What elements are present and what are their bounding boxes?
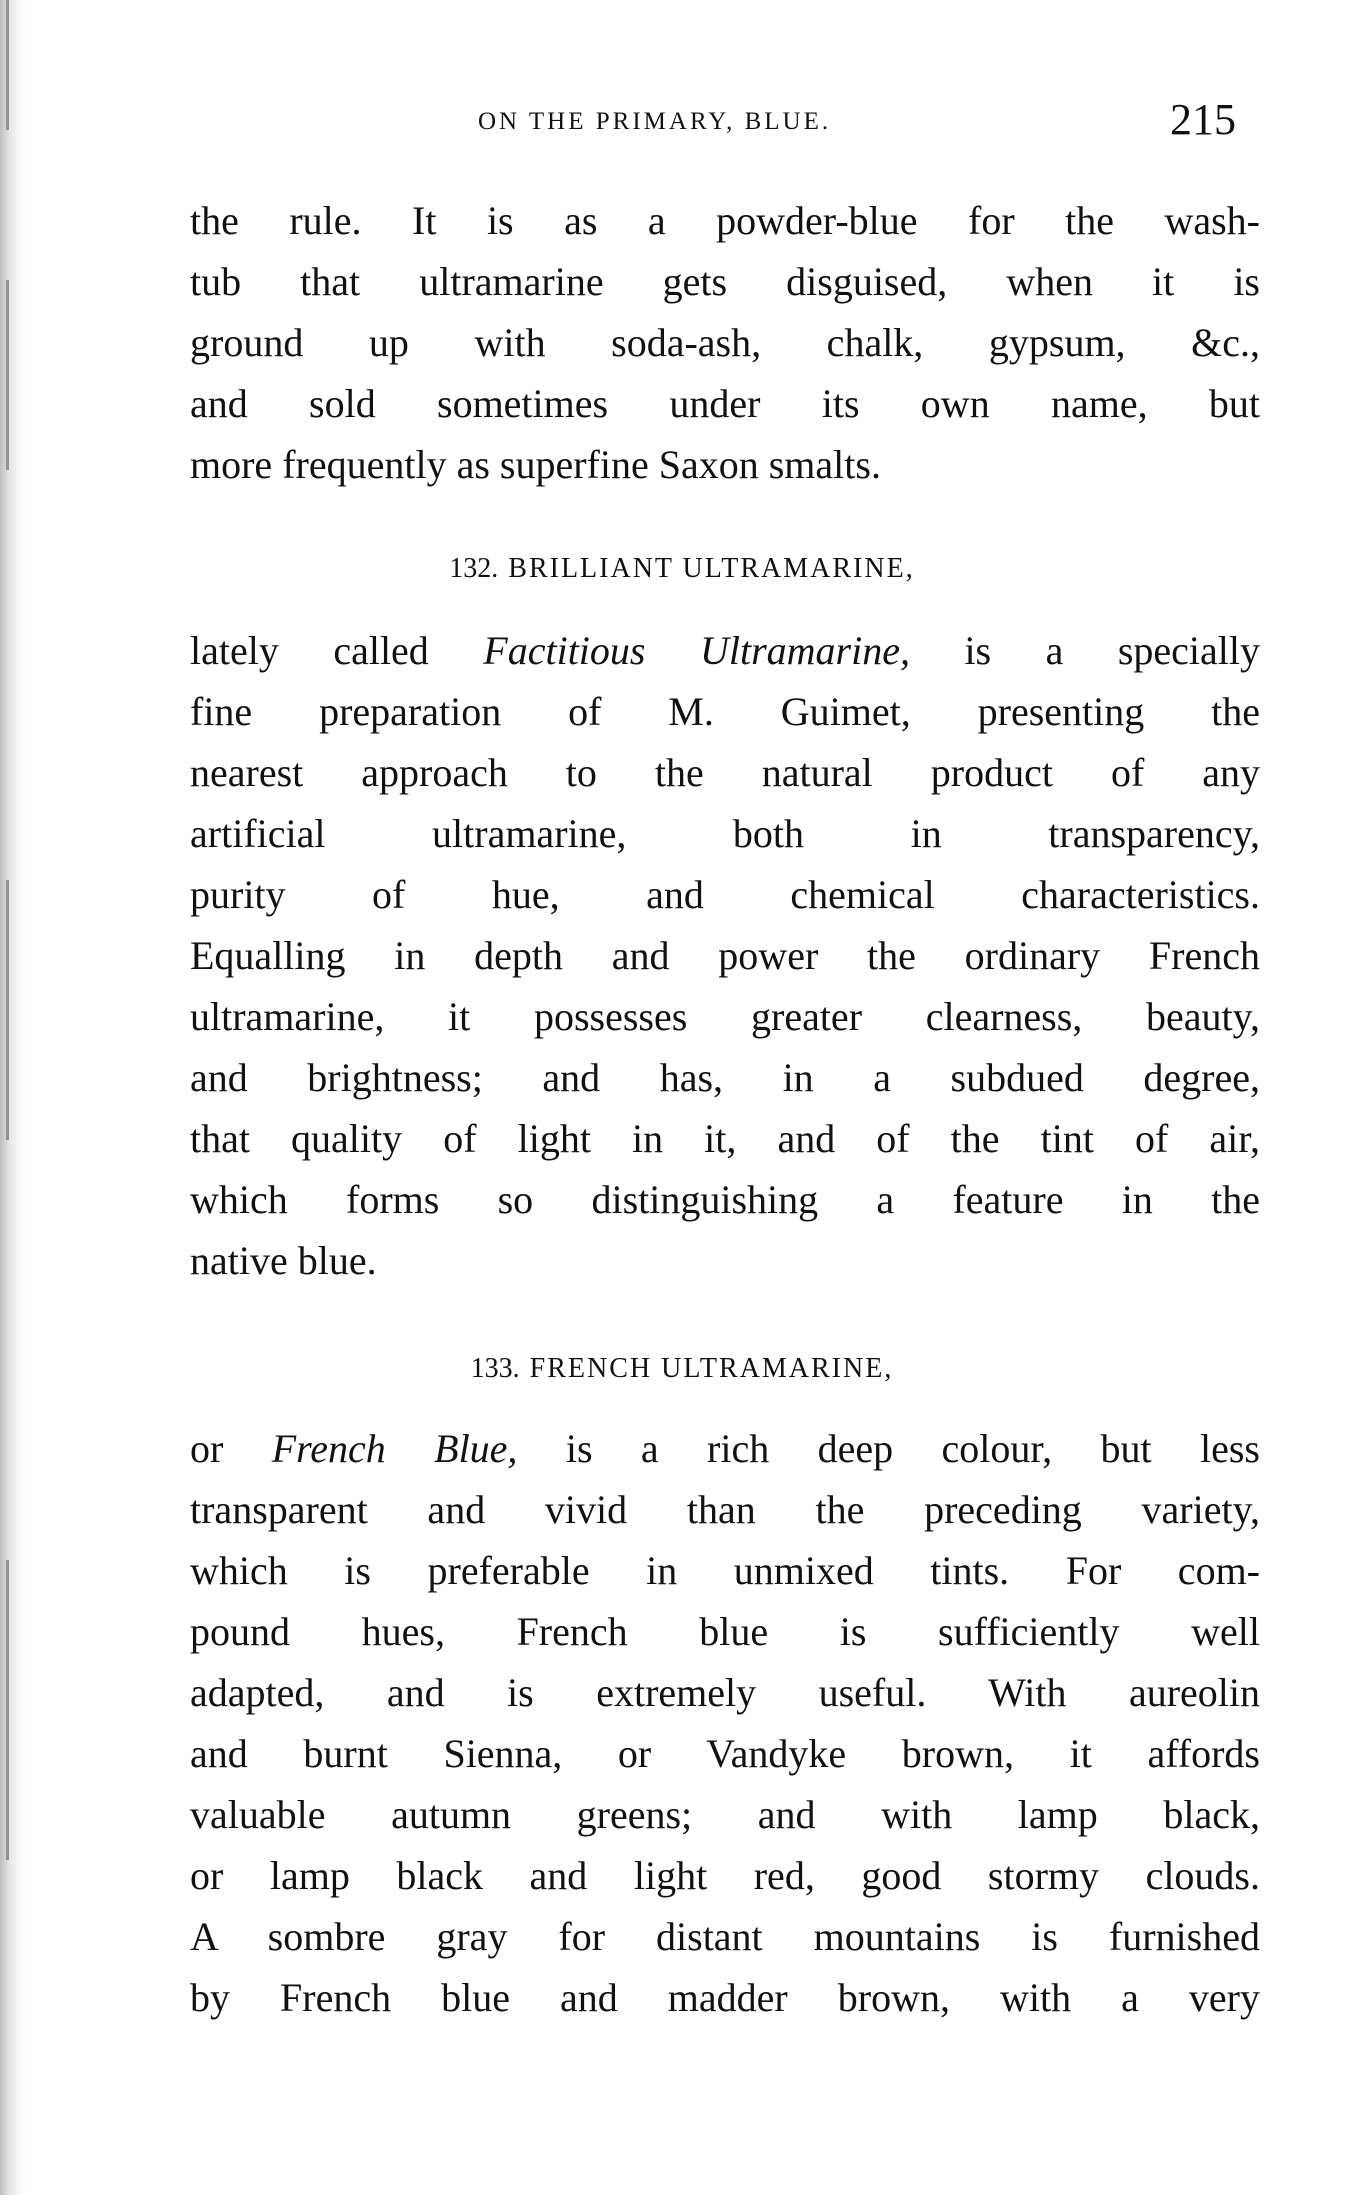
text-line: transparent and vivid than the preceding variety, bbox=[190, 1487, 1260, 1532]
text-line: and brightness; and has, in a subdued degree, bbox=[190, 1055, 1260, 1100]
text-line: nearest approach to the natural product of any bbox=[190, 750, 1260, 795]
section-title: FRENCH ULTRAMARINE, bbox=[529, 1353, 894, 1384]
text-line: pound hues, French blue is sufficiently well bbox=[190, 1609, 1260, 1654]
running-title: ON THE PRIMARY, BLUE. bbox=[478, 108, 832, 135]
text-line: fine preparation of M. Guimet, presenting the bbox=[190, 689, 1260, 734]
scan-gutter-shadow bbox=[0, 0, 26, 2195]
text-line: Equalling in depth and power the ordinary French bbox=[190, 933, 1260, 978]
text-line: ground up with soda-ash, chalk, gypsum, &c., bbox=[190, 320, 1260, 365]
section-title: BRILLIANT ULTRAMARINE, bbox=[508, 553, 915, 584]
text-line: artificial ultramarine, both in transparency, bbox=[190, 811, 1260, 856]
text-line: the rule. It is as a powder-blue for the wash- bbox=[190, 198, 1260, 243]
italic-term: French Blue, bbox=[271, 1426, 518, 1471]
scan-gutter-mark bbox=[6, 1560, 9, 1860]
section-heading-133 bbox=[0, 1353, 1364, 1385]
text-fragment: is a rich deep colour, but less bbox=[517, 1426, 1260, 1471]
text-line: that quality of light in it, and of the tint of air, bbox=[190, 1116, 1260, 1161]
scan-gutter-mark bbox=[6, 280, 9, 470]
scan-gutter-mark bbox=[6, 880, 9, 1140]
text-line: A sombre gray for distant mountains is furnished bbox=[190, 1914, 1260, 1959]
section-heading-132 bbox=[0, 553, 1364, 585]
text-line bbox=[190, 1418, 1260, 1479]
text-line: ultramarine, it possesses greater clearness, beauty, bbox=[190, 994, 1260, 1039]
text-line: tub that ultramarine gets disguised, when it is bbox=[190, 259, 1260, 304]
section-133-paragraph bbox=[190, 1418, 1260, 2028]
text-line: by French blue and madder brown, with a very bbox=[190, 1975, 1260, 2020]
text-line: adapted, and is extremely useful. With aureolin bbox=[190, 1670, 1260, 1715]
italic-term: Factitious Ultramarine, bbox=[483, 628, 910, 673]
text-fragment: or bbox=[190, 1426, 272, 1471]
text-line: native blue. bbox=[190, 1238, 377, 1283]
section-number: 132. bbox=[449, 553, 499, 584]
text-line: and burnt Sienna, or Vandyke brown, it affords bbox=[190, 1731, 1260, 1776]
text-line: and sold sometimes under its own name, but bbox=[190, 381, 1260, 426]
text-line: purity of hue, and chemical characteristics. bbox=[190, 872, 1260, 917]
text-line: which is preferable in unmixed tints. For com- bbox=[190, 1548, 1260, 1593]
section-132-paragraph bbox=[190, 620, 1260, 1291]
text-line: or lamp black and light red, good stormy clouds. bbox=[190, 1853, 1260, 1898]
page-number: 215 bbox=[1170, 95, 1236, 144]
text-fragment: is a specially bbox=[909, 628, 1260, 673]
intro-paragraph bbox=[190, 190, 1260, 495]
text-line: valuable autumn greens; and with lamp black, bbox=[190, 1792, 1260, 1837]
text-fragment: lately called bbox=[190, 628, 484, 673]
running-head bbox=[0, 95, 1364, 160]
text-line bbox=[190, 620, 1260, 681]
text-line: which forms so distinguishing a feature in the bbox=[190, 1177, 1260, 1222]
section-number: 133. bbox=[470, 1353, 520, 1384]
text-line: more frequently as superfine Saxon smalts. bbox=[190, 442, 881, 487]
